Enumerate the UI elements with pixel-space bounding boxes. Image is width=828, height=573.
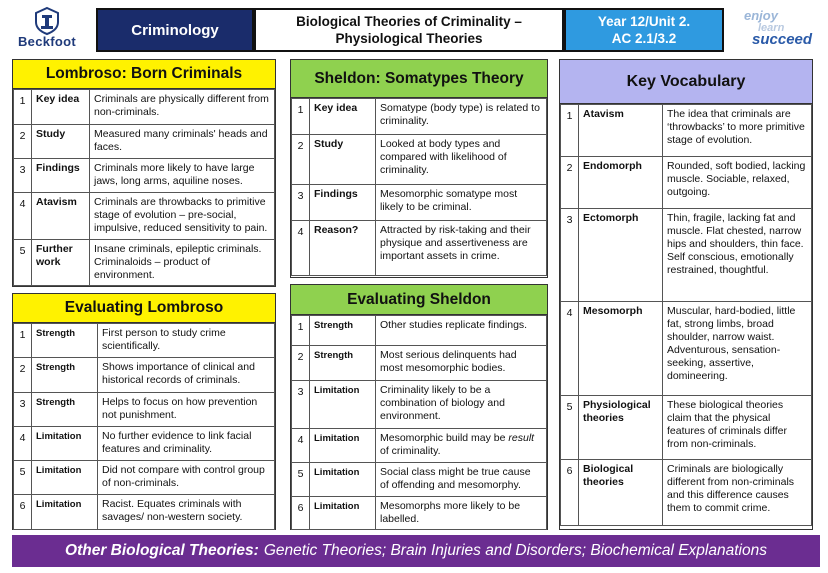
row-text: Insane criminals, epileptic criminals. Criminaloids – product of environment. <box>90 240 275 286</box>
unit-line2: AC 2.1/3.2 <box>611 31 677 46</box>
row-term: Reason? <box>310 221 376 276</box>
row-number: 4 <box>561 302 579 396</box>
row-text: Thin, fragile, lacking fat and muscle. Flat chested, narrow hips and shoulders, thin face. Self conscious, emotionally restrained, thoughtful. <box>663 209 812 302</box>
crest-icon <box>32 6 62 36</box>
row-term: Mesomorph <box>579 302 663 396</box>
row-term: Key idea <box>32 90 90 125</box>
table-row <box>14 240 275 286</box>
table-row <box>292 99 547 135</box>
row-number: 1 <box>292 316 310 346</box>
table-row <box>561 396 812 460</box>
table-row <box>14 90 275 125</box>
row-text: These biological theories claim that the physical features of criminals differ from non-criminals. <box>663 396 812 460</box>
row-term: Key idea <box>310 99 376 135</box>
row-number: 4 <box>292 429 310 463</box>
table-row <box>14 495 275 530</box>
other-theories-banner <box>12 535 820 567</box>
table-row <box>14 125 275 159</box>
table-row <box>292 185 547 221</box>
row-text: Criminals are physically different from non-criminals. <box>90 90 275 125</box>
row-number: 6 <box>292 497 310 530</box>
row-number: 1 <box>561 105 579 157</box>
row-text-before: Mesomorphic build may be <box>380 432 509 444</box>
table-row <box>14 393 275 427</box>
logo-word-enjoy: enjoy <box>744 8 778 23</box>
row-number: 3 <box>14 159 32 193</box>
row-number: 3 <box>561 209 579 302</box>
eval-lombroso-panel <box>12 293 276 530</box>
unit-line1: Year 12/Unit 2. <box>597 14 691 29</box>
row-term: Limitation <box>310 381 376 429</box>
table-row <box>292 463 547 497</box>
page-title-line2: Physiological Theories <box>335 31 483 46</box>
row-term: Further work <box>32 240 90 286</box>
eval-sheldon-panel <box>290 284 548 530</box>
row-term: Atavism <box>32 193 90 240</box>
row-term: Endomorph <box>579 157 663 209</box>
row-text: Most serious delinquents had most mesomorphic bodies. <box>376 346 547 381</box>
vocab-title: Key Vocabulary <box>560 60 812 104</box>
table-row <box>292 316 547 346</box>
row-term: Findings <box>310 185 376 221</box>
vocab-table <box>560 104 812 526</box>
row-term: Physiological theories <box>579 396 663 460</box>
row-term: Limitation <box>310 463 376 497</box>
table-row <box>292 346 547 381</box>
header <box>6 6 822 53</box>
row-term: Findings <box>32 159 90 193</box>
beckfoot-logo <box>6 6 88 53</box>
row-number: 6 <box>14 495 32 530</box>
row-term: Limitation <box>310 497 376 530</box>
row-text: Social class might be true cause of offending and mesomorphy. <box>376 463 547 497</box>
row-text: Criminals are biologically different from non-criminals and this difference causes them to commit crime. <box>663 460 812 526</box>
row-number: 1 <box>292 99 310 135</box>
row-term: Limitation <box>32 427 98 461</box>
row-text: Racist. Equates criminals with savages/ non-western society. <box>98 495 275 530</box>
table-row <box>292 429 547 463</box>
row-text: The idea that criminals are ‘throwbacks’ to more primitive stage of evolution. <box>663 105 812 157</box>
row-text: Measured many criminals' heads and faces. <box>90 125 275 159</box>
banner-heading: Other Biological Theories: <box>65 542 259 559</box>
row-text: Attracted by risk-taking and their physique and assertiveness are important assets in crime. <box>376 221 547 276</box>
row-number: 3 <box>14 393 32 427</box>
row-number: 2 <box>292 346 310 381</box>
row-text: Did not compare with control group of non-criminals. <box>98 461 275 495</box>
table-row <box>292 135 547 185</box>
page-title-line1: Biological Theories of Criminality – <box>296 14 522 29</box>
row-number: 5 <box>14 240 32 286</box>
row-term: Limitation <box>32 495 98 530</box>
table-row <box>14 193 275 240</box>
table-row <box>561 302 812 396</box>
eval-sheldon-title: Evaluating Sheldon <box>291 285 547 315</box>
lombroso-panel <box>12 59 276 287</box>
row-number: 5 <box>14 461 32 495</box>
row-number: 4 <box>14 193 32 240</box>
table-row <box>561 105 812 157</box>
row-term: Study <box>32 125 90 159</box>
logo-text: Beckfoot <box>17 34 77 49</box>
sheldon-table <box>291 98 547 276</box>
table-row <box>561 209 812 302</box>
row-number: 2 <box>14 125 32 159</box>
row-term: Biological theories <box>579 460 663 526</box>
banner-text: Genetic Theories; Brain Injuries and Disorders; Biochemical Explanations <box>263 542 767 559</box>
row-text: Muscular, hard-bodied, little fat, strong limbs, broad shoulder, narrow waist. Adventurous, sensation-seeking, assertive, domineering. <box>663 302 812 396</box>
row-number: 2 <box>561 157 579 209</box>
row-term: Atavism <box>579 105 663 157</box>
enjoy-learn-succeed-logo <box>734 10 822 50</box>
logo-word-succeed: succeed <box>752 31 813 48</box>
row-number: 2 <box>292 135 310 185</box>
row-term: Strength <box>310 346 376 381</box>
row-number: 4 <box>14 427 32 461</box>
row-text: Somatype (body type) is related to criminality. <box>376 99 547 135</box>
row-number: 2 <box>14 358 32 393</box>
row-number: 5 <box>561 396 579 460</box>
row-term: Limitation <box>32 461 98 495</box>
row-term: Study <box>310 135 376 185</box>
row-text: Criminality likely to be a combination of biology and environment. <box>376 381 547 429</box>
row-text: Criminals are throwbacks to primitive stage of evolution – pre-social, impulsive, reduced sensitivity to pain. <box>90 193 275 240</box>
sheldon-panel <box>290 59 548 278</box>
logo-word-learn: learn <box>758 22 785 34</box>
row-text: Other studies replicate findings. <box>376 316 547 346</box>
row-number: 6 <box>561 460 579 526</box>
row-text: Rounded, soft bodied, lacking muscle. Sociable, relaxed, outgoing. <box>663 157 812 209</box>
row-number: 1 <box>14 90 32 125</box>
row-number: 3 <box>292 185 310 221</box>
lombroso-table <box>13 89 275 286</box>
row-text-after: of criminality. <box>380 445 441 457</box>
table-row <box>561 157 812 209</box>
row-text-italic: result <box>508 432 535 444</box>
table-row <box>14 159 275 193</box>
row-text: No further evidence to link facial features and criminality. <box>98 427 275 461</box>
row-number: 1 <box>14 324 32 358</box>
eval-lombroso-table <box>13 323 275 530</box>
row-number: 4 <box>292 221 310 276</box>
row-term: Strength <box>32 358 98 393</box>
vocab-panel <box>559 59 813 530</box>
unit-label <box>564 8 724 52</box>
row-term: Limitation <box>310 429 376 463</box>
row-text: Shows importance of clinical and historical records of criminals. <box>98 358 275 393</box>
row-text: Criminals more likely to have large jaws, long arms, aquiline noses. <box>90 159 275 193</box>
row-text: Looked at body types and compared with likelihood of criminality. <box>376 135 547 185</box>
lombroso-title: Lombroso: Born Criminals <box>13 60 275 89</box>
table-row <box>14 358 275 393</box>
row-term: Ectomorph <box>579 209 663 302</box>
row-text: First person to study crime scientifically. <box>98 324 275 358</box>
row-text: Helps to focus on how prevention not punishment. <box>98 393 275 427</box>
row-text: Mesomorphs more likely to be labelled. <box>376 497 547 530</box>
table-row <box>292 381 547 429</box>
page-title <box>254 8 564 52</box>
sheldon-title: Sheldon: Somatypes Theory <box>291 60 547 98</box>
row-number: 5 <box>292 463 310 497</box>
eval-lombroso-title: Evaluating Lombroso <box>13 294 275 323</box>
table-row <box>14 427 275 461</box>
table-row <box>292 221 547 276</box>
row-term: Strength <box>32 324 98 358</box>
row-number: 3 <box>292 381 310 429</box>
row-text: Mesomorphic somatype most likely to be criminal. <box>376 185 547 221</box>
row-text <box>376 429 547 463</box>
table-row <box>292 497 547 530</box>
subject-title: Criminology <box>96 8 254 52</box>
table-row <box>561 460 812 526</box>
eval-sheldon-table <box>291 315 547 530</box>
table-row <box>14 461 275 495</box>
row-term: Strength <box>32 393 98 427</box>
row-term: Strength <box>310 316 376 346</box>
table-row <box>14 324 275 358</box>
